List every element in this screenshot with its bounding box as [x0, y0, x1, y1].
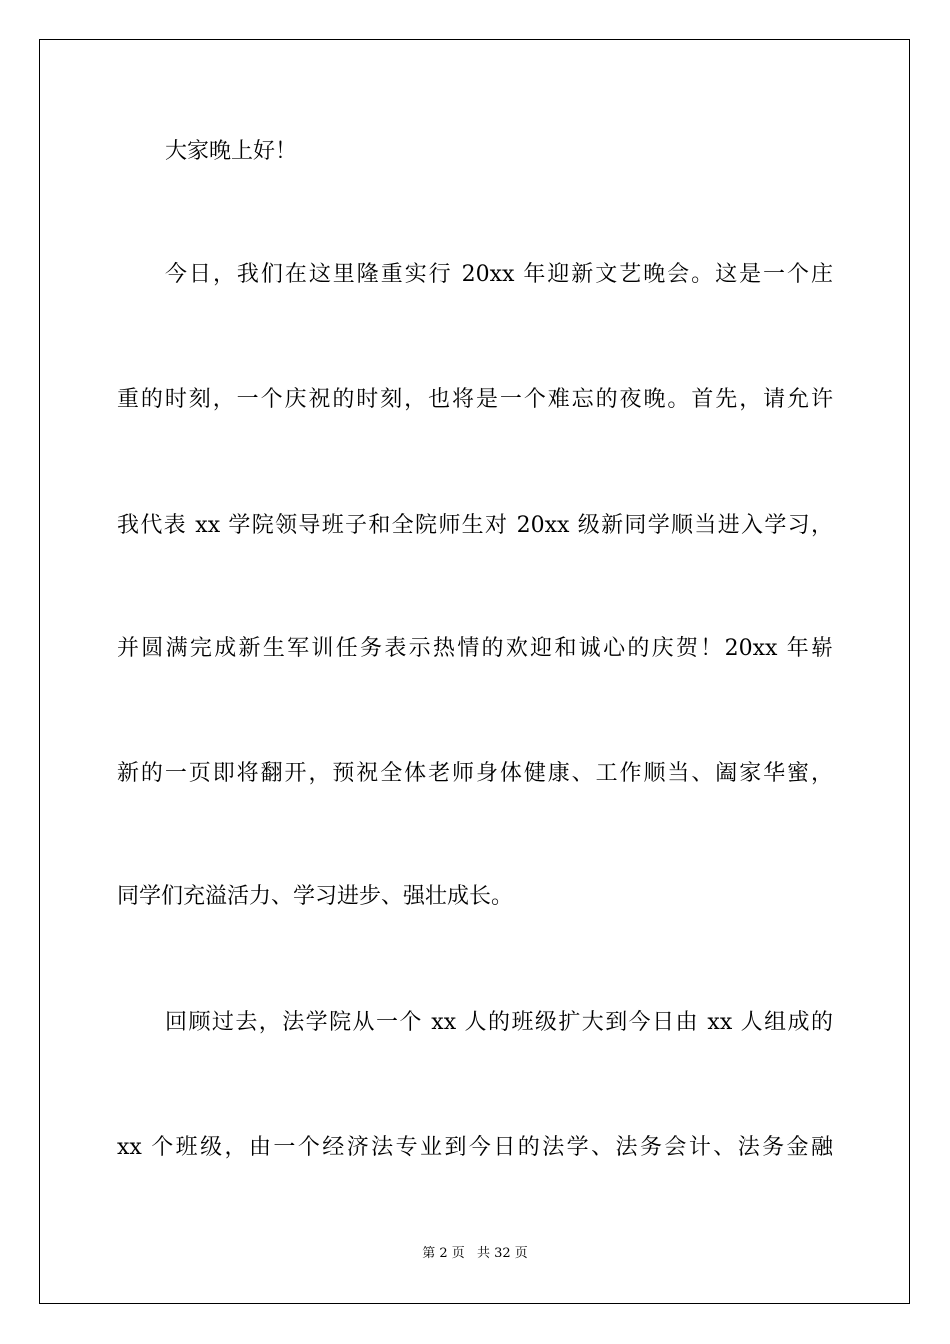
page-border — [39, 39, 910, 1304]
page-footer — [0, 1245, 950, 1263]
page-total: 共 32 页 — [476, 1246, 528, 1261]
greeting-line: 大家晚上好！ — [165, 139, 298, 164]
paragraph-1-line-4: 并圆满完成新生军训任务表示热情的欢迎和诚心的庆贺！20xx 年崭 — [117, 636, 833, 661]
paragraph-1-line-3: 我代表 xx 学院领导班子和全院师生对 20xx 级新同学顺当进入学习， — [117, 513, 833, 538]
paragraph-1-line-5: 新的一页即将翻开，预祝全体老师身体健康、工作顺当、阖家华蜜， — [117, 761, 833, 786]
page-number: 第 2 页 — [422, 1246, 465, 1261]
paragraph-1-line-6: 同学们充溢活力、学习进步、强壮成长。 — [117, 884, 514, 909]
paragraph-2-line-2: xx 个班级，由一个经济法专业到今日的法学、法务会计、法务金融 — [117, 1135, 833, 1160]
paragraph-1-line-1: 今日，我们在这里隆重实行 20xx 年迎新文艺晚会。这是一个庄 — [165, 262, 833, 287]
paragraph-2-line-1: 回顾过去，法学院从一个 xx 人的班级扩大到今日由 xx 人组成的 — [165, 1010, 833, 1035]
paragraph-1-line-2: 重的时刻，一个庆祝的时刻，也将是一个难忘的夜晚。首先，请允许 — [117, 387, 833, 412]
